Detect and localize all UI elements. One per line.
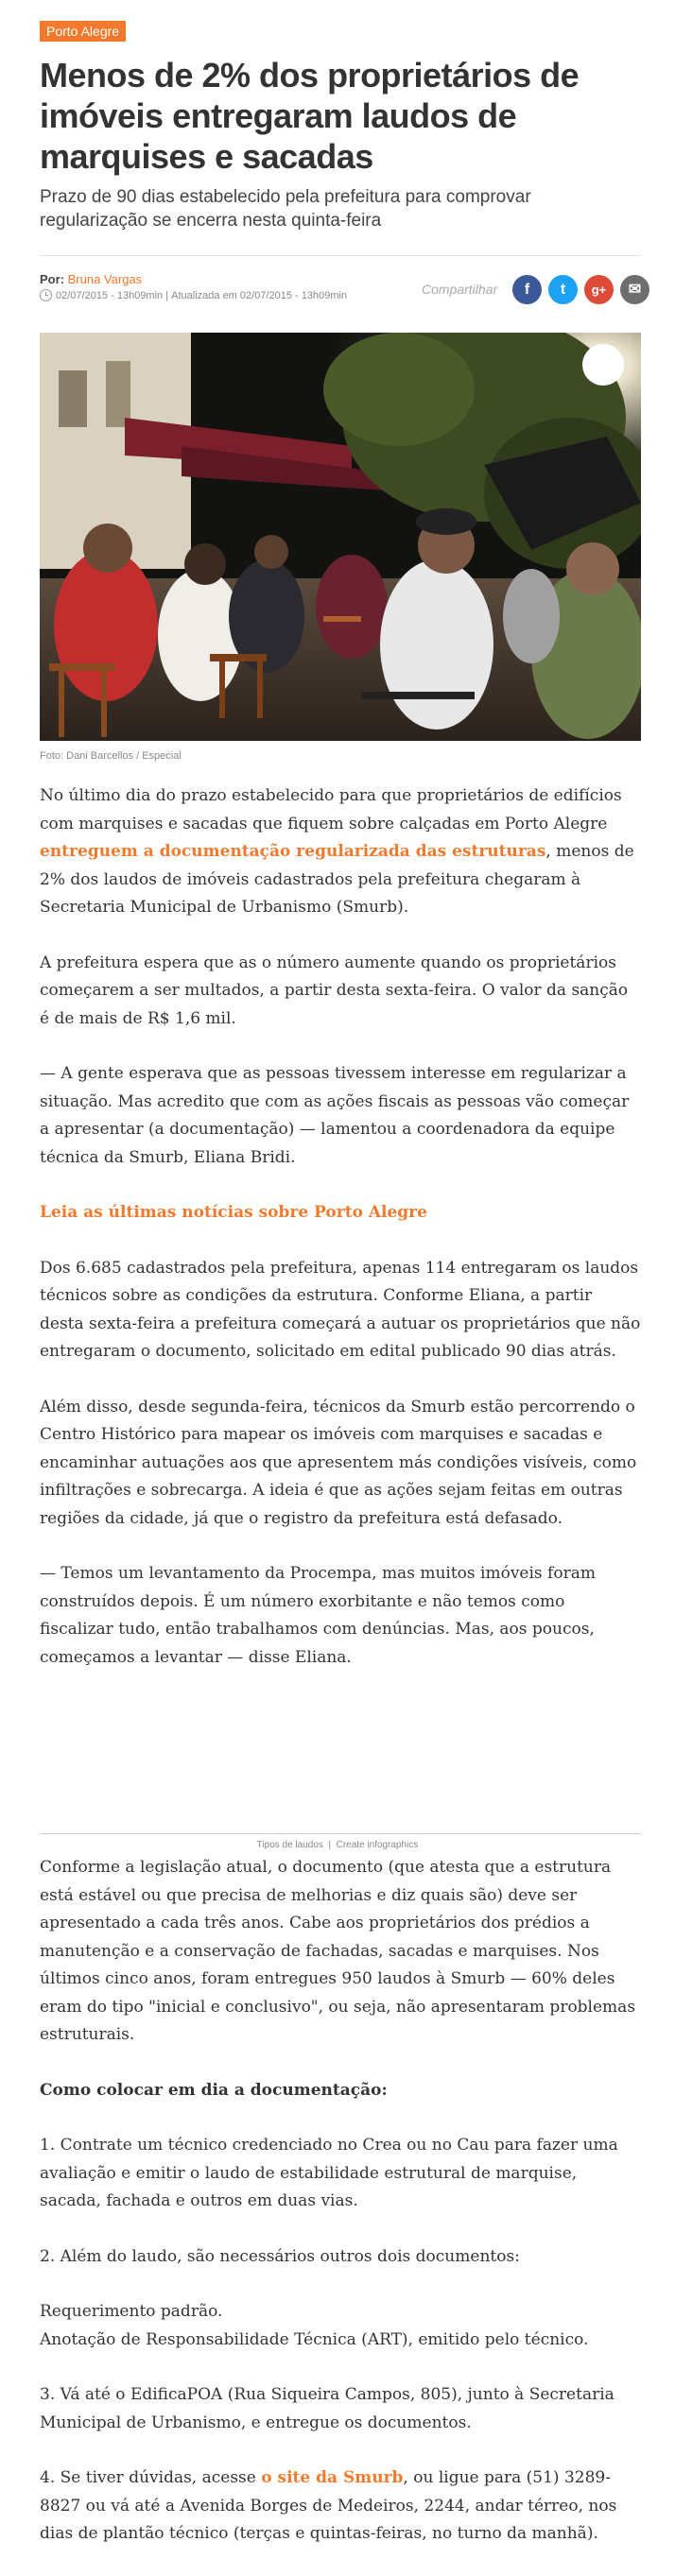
street-night-photo [40,333,641,741]
byline [40,272,142,286]
documentation-link[interactable]: entreguem a documentação regularizada das estruturas [40,842,546,861]
paragraph-5: Além disso, desde segunda-feira, técnicos da Smurb estão percorrendo o Centro Histórico para mapear os imóveis com marquises e sacadas e encaminhar autuações aos que apresentem más condições visíveis, como infiltrações e sobrecarga. A ideia é que as ações sejam feitas em outras regiões da cidade, já que o registro da prefeitura está defasado. [40,1397,637,1528]
share-label: Compartilhar [422,282,498,297]
author-link[interactable]: Bruna Vargas [67,272,143,286]
smurb-site-link[interactable]: o site da Smurb [261,2468,404,2487]
clock-icon [40,289,52,301]
step-2: 2. Além do laudo, são necessários outros dois documentos: [40,2246,520,2266]
facebook-share-button[interactable]: f [512,275,542,304]
step-4 [40,2464,641,2549]
article-photo [40,333,641,741]
photo-caption: Foto: Dani Barcellos / Especial [40,750,182,762]
paragraph-1 [40,782,641,922]
dates [40,289,347,301]
documents-list [40,2298,641,2354]
updated-date: Atualizada em 02/07/2015 - 13h09min [171,289,348,301]
paragraph-6: — Temos um levantamento da Procempa, mas muitos imóveis foram construídos depois. É um número exorbitante e não temos como fiscalizar tudo, então trabalhamos com denúncias. Mas, aos poucos, começamos a levantar — disse Eliana. [40,1564,596,1667]
paragraph-1-text-b: , menos de 2% dos laudos de imóveis cadastrados pela prefeitura chegaram à Secretaria Municipal de Urbanismo (Smurb). [40,842,634,917]
paragraph-7: Conforme a legislação atual, o documento (que atesta que a estrutura está estável ou que precisa de melhorias e diz quais são) deve ser apresentado a cada três anos. Cabe aos proprietários dos prédios a manutenção e a conservação de fachadas, sacadas e marquises. Nos últimos cinco anos, foram entregues 950 laudos à Smurb — 60% deles eram do tipo "inicial e conclusivo", ou seja, não apresentaram problemas estruturais. [40,1858,636,2044]
article-body [40,782,641,1699]
category-tag[interactable]: Porto Alegre [40,21,126,42]
paragraph-3: — A gente esperava que as pessoas tivessem interesse em regularizar a situação. Mas acredito que com as ações fiscais as pessoas vão começar a apresentar (a documentação) — lamentou a coordenadora da equipe técnica da Smurb, Eliana Bridi. [40,1064,630,1167]
byline-label: Por: [40,272,64,286]
email-share-button[interactable]: ✉ [620,275,649,304]
paragraph-1-text-a: No último dia do prazo estabelecido para que proprietários de edifícios com marquises e sacadas que fiquem sobre calçadas em Porto Alegre [40,786,622,833]
document-2: Anotação de Responsabilidade Técnica (ART), emitido pelo técnico. [40,2329,589,2349]
twitter-share-button[interactable]: t [548,275,578,304]
googleplus-share-button[interactable]: g+ [584,275,614,304]
step-4-text-a: 4. Se tiver dúvidas, acesse [40,2468,262,2487]
date-separator: | [163,289,172,301]
infogram-divider [40,1833,641,1834]
paragraph-2: A prefeitura espera que as o número aumente quando os proprietários começarem a ser multados, a partir desta sexta-feira. O valor da sanção é de mais de R$ 1,6 mil. [40,953,629,1028]
step-3: 3. Vá até o EdificaPOA (Rua Siqueira Campos, 805), junto à Secretaria Municipal de Urbanismo, e entregue os documentos. [40,2385,614,2432]
read-more-link[interactable]: Leia as últimas notícias sobre Porto Alegre [40,1203,427,1222]
divider [40,255,641,256]
step-4-text-b: , ou ligue para (51) 3289-8827 ou vá até a Avenida Borges de Medeiros, 2244, andar térreo, nos dias de plantão técnico (terças e quintas-feiras, no turno da manhã). [40,2468,617,2543]
infogram-caption[interactable]: Tipos de laudos | Create infographics [256,1840,419,1850]
step-1: 1. Contrate um técnico credenciado no Crea ou no Cau para fazer uma avaliação e emitir o laudo de estabilidade estrutural de marquise, sacada, fachada e outros em duas vias. [40,2136,618,2210]
headline: Menos de 2% dos proprietários de imóveis entregaram laudos de marquises e sacadas [40,56,580,176]
paragraph-4: Dos 6.685 cadastrados pela prefeitura, apenas 114 entregaram os laudos técnicos sobre as condições da estrutura. Conforme Eliana, a partir desta sexta-feira a prefeitura começará a autuar os proprietários que não entregaram o documento, solicitado em edital publicado 90 dias atrás. [40,1258,641,1361]
article-body-continued [40,1854,641,2576]
read-more-para [40,1199,641,1228]
published-date: 02/07/2015 - 13h09min [56,289,164,301]
section-heading: Como colocar em dia a documentação: [40,2080,388,2100]
subheadline: Prazo de 90 dias estabelecido pela prefeitura para comprovar regularização se encerra nesta quinta-feira [40,187,531,231]
document-1: Requerimento padrão. [40,2302,223,2321]
